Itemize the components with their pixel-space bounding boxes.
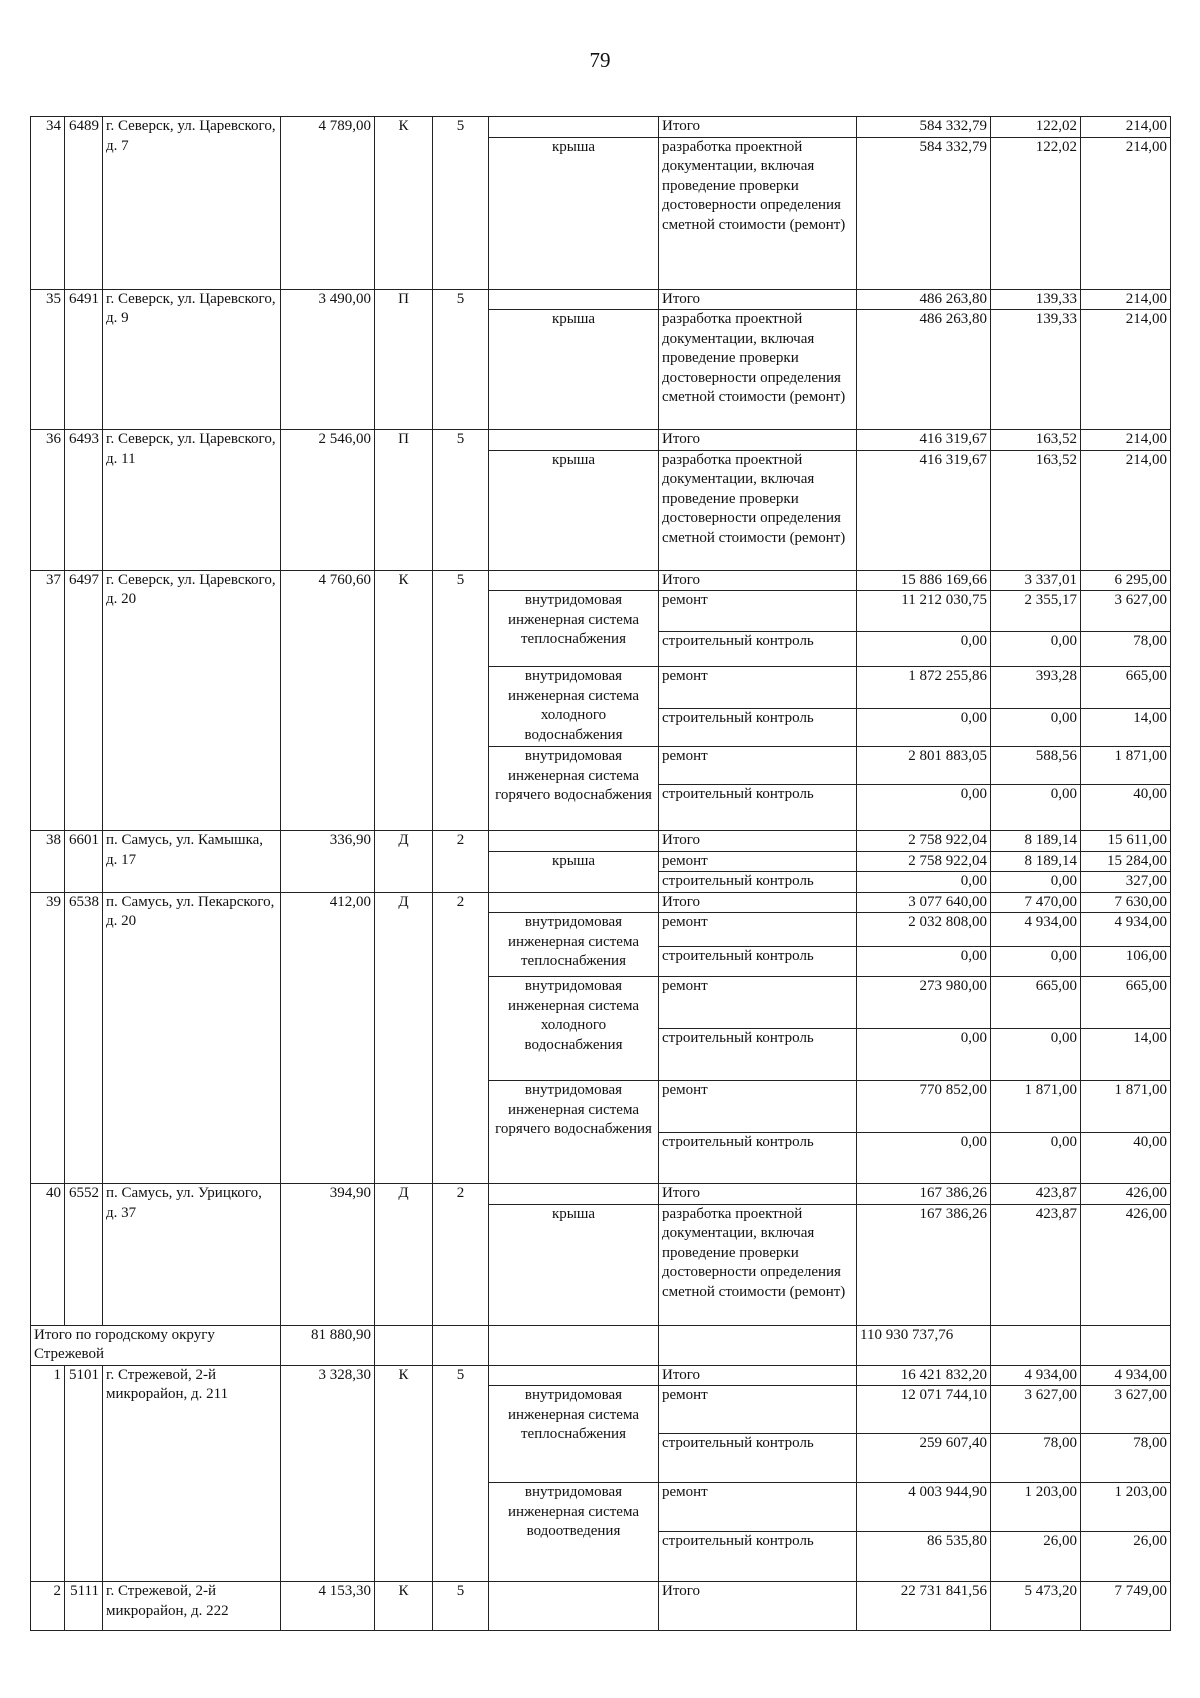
empty-cell (1081, 1325, 1171, 1365)
empty-cell (375, 1325, 433, 1365)
cost: 2 801 883,05 (857, 747, 991, 785)
total-max-cost: 214,00 (1081, 117, 1171, 138)
max-cost: 14,00 (1081, 709, 1171, 747)
summary-row (31, 1325, 1171, 1365)
empty-cell (991, 1325, 1081, 1365)
unit-cost: 0,00 (991, 709, 1081, 747)
address: г. Северск, ул. Царевского, д. 20 (103, 570, 281, 831)
work-type: ремонт (659, 913, 857, 947)
element (489, 570, 659, 591)
total-label: Итого (659, 117, 857, 138)
total-unit-cost: 7 470,00 (991, 892, 1081, 913)
element: внутридомовая инженерная система горячего водоснабжения (489, 1081, 659, 1184)
address: п. Самусь, ул. Камышка, д. 17 (103, 831, 281, 893)
work-type: строительный контроль (659, 1532, 857, 1582)
work-type: строительный контроль (659, 947, 857, 977)
floors: 2 (433, 1184, 489, 1326)
max-cost: 40,00 (1081, 1133, 1171, 1184)
area: 336,90 (281, 831, 375, 893)
unit-cost: 2 355,17 (991, 591, 1081, 632)
cost: 0,00 (857, 872, 991, 893)
total-cost: 416 319,67 (857, 430, 991, 451)
cost: 486 263,80 (857, 310, 991, 430)
summary-cost: 110 930 737,76 (857, 1325, 991, 1365)
cost: 11 212 030,75 (857, 591, 991, 632)
total-cost: 22 731 841,56 (857, 1582, 991, 1631)
element (489, 1582, 659, 1631)
element: внутридомовая инженерная система холодного водоснабжения (489, 977, 659, 1081)
work-type: ремонт (659, 591, 857, 632)
element: внутридомовая инженерная система теплоснабжения (489, 591, 659, 667)
building-type: К (375, 117, 433, 290)
building-type: Д (375, 892, 433, 1184)
element: крыша (489, 137, 659, 289)
unit-cost: 1 871,00 (991, 1081, 1081, 1133)
total-unit-cost: 163,52 (991, 430, 1081, 451)
area: 3 490,00 (281, 289, 375, 430)
summary-area: 81 880,90 (281, 1325, 375, 1365)
total-unit-cost: 4 934,00 (991, 1365, 1081, 1386)
row-number: 2 (31, 1582, 65, 1631)
element (489, 117, 659, 138)
total-cost: 16 421 832,20 (857, 1365, 991, 1386)
cost: 416 319,67 (857, 450, 991, 570)
total-label: Итого (659, 1582, 857, 1631)
total-label: Итого (659, 1365, 857, 1386)
unit-cost: 588,56 (991, 747, 1081, 785)
address: п. Самусь, ул. Урицкого, д. 37 (103, 1184, 281, 1326)
total-unit-cost: 122,02 (991, 117, 1081, 138)
max-cost: 426,00 (1081, 1204, 1171, 1325)
work-type: строительный контроль (659, 1434, 857, 1483)
max-cost: 40,00 (1081, 785, 1171, 831)
max-cost: 78,00 (1081, 1434, 1171, 1483)
total-unit-cost: 8 189,14 (991, 831, 1081, 852)
total-max-cost: 7 630,00 (1081, 892, 1171, 913)
row-number: 40 (31, 1184, 65, 1326)
work-type: строительный контроль (659, 709, 857, 747)
total-cost: 167 386,26 (857, 1184, 991, 1205)
cost: 0,00 (857, 785, 991, 831)
max-cost: 26,00 (1081, 1532, 1171, 1582)
building-type: К (375, 1582, 433, 1631)
total-label: Итого (659, 570, 857, 591)
cost: 584 332,79 (857, 137, 991, 289)
unit-cost: 423,87 (991, 1204, 1081, 1325)
total-max-cost: 426,00 (1081, 1184, 1171, 1205)
cost: 259 607,40 (857, 1434, 991, 1483)
cost: 273 980,00 (857, 977, 991, 1029)
max-cost: 15 284,00 (1081, 851, 1171, 872)
house-code: 6552 (65, 1184, 103, 1326)
max-cost: 327,00 (1081, 872, 1171, 893)
total-max-cost: 7 749,00 (1081, 1582, 1171, 1631)
work-type: разработка проектной документации, включая проведение проверки достоверности определения сметной стоимости (ремонт) (659, 450, 857, 570)
building-type: П (375, 430, 433, 571)
cost: 0,00 (857, 947, 991, 977)
unit-cost: 0,00 (991, 872, 1081, 893)
work-type: ремонт (659, 851, 857, 872)
unit-cost: 0,00 (991, 785, 1081, 831)
address: г. Стрежевой, 2-й микрорайон, д. 222 (103, 1582, 281, 1631)
work-type: ремонт (659, 1483, 857, 1532)
area: 394,90 (281, 1184, 375, 1326)
house-code: 6497 (65, 570, 103, 831)
work-type: ремонт (659, 667, 857, 709)
element (489, 1184, 659, 1205)
work-type: разработка проектной документации, включая проведение проверки достоверности определения сметной стоимости (ремонт) (659, 137, 857, 289)
floors: 2 (433, 831, 489, 893)
floors: 5 (433, 570, 489, 831)
house-code: 6601 (65, 831, 103, 893)
building-type: К (375, 570, 433, 831)
total-unit-cost: 3 337,01 (991, 570, 1081, 591)
element (489, 289, 659, 310)
unit-cost: 8 189,14 (991, 851, 1081, 872)
empty-cell (489, 1325, 659, 1365)
area: 412,00 (281, 892, 375, 1184)
work-type: строительный контроль (659, 1133, 857, 1184)
row-number: 1 (31, 1365, 65, 1582)
unit-cost: 122,02 (991, 137, 1081, 289)
area: 2 546,00 (281, 430, 375, 571)
area: 4 789,00 (281, 117, 375, 290)
total-cost: 584 332,79 (857, 117, 991, 138)
house-code: 6491 (65, 289, 103, 430)
work-type: разработка проектной документации, включая проведение проверки достоверности определения сметной стоимости (ремонт) (659, 310, 857, 430)
row-number: 35 (31, 289, 65, 430)
capital-repair-table (30, 116, 1171, 1631)
table-row (31, 289, 1171, 310)
address: г. Северск, ул. Царевского, д. 9 (103, 289, 281, 430)
max-cost: 14,00 (1081, 1029, 1171, 1081)
unit-cost: 0,00 (991, 632, 1081, 667)
max-cost: 3 627,00 (1081, 1386, 1171, 1434)
unit-cost: 0,00 (991, 1133, 1081, 1184)
total-cost: 2 758 922,04 (857, 831, 991, 852)
unit-cost: 139,33 (991, 310, 1081, 430)
cost: 0,00 (857, 1133, 991, 1184)
max-cost: 1 871,00 (1081, 1081, 1171, 1133)
table-row (31, 892, 1171, 913)
total-label: Итого (659, 831, 857, 852)
house-code: 6489 (65, 117, 103, 290)
total-label: Итого (659, 892, 857, 913)
cost: 0,00 (857, 632, 991, 667)
row-number: 34 (31, 117, 65, 290)
page-number: 79 (589, 48, 611, 72)
total-label: Итого (659, 1184, 857, 1205)
table-row (31, 831, 1171, 852)
floors: 2 (433, 892, 489, 1184)
max-cost: 78,00 (1081, 632, 1171, 667)
total-label: Итого (659, 289, 857, 310)
total-max-cost: 214,00 (1081, 289, 1171, 310)
total-unit-cost: 139,33 (991, 289, 1081, 310)
element: внутридомовая инженерная система горячего водоснабжения (489, 747, 659, 831)
total-max-cost: 4 934,00 (1081, 1365, 1171, 1386)
total-unit-cost: 5 473,20 (991, 1582, 1081, 1631)
element: крыша (489, 1204, 659, 1325)
max-cost: 665,00 (1081, 977, 1171, 1029)
work-type: строительный контроль (659, 632, 857, 667)
address: г. Стрежевой, 2-й микрорайон, д. 211 (103, 1365, 281, 1582)
table-row (31, 430, 1171, 451)
cost: 0,00 (857, 1029, 991, 1081)
total-max-cost: 6 295,00 (1081, 570, 1171, 591)
row-number: 37 (31, 570, 65, 831)
house-code: 5111 (65, 1582, 103, 1631)
address: г. Северск, ул. Царевского, д. 7 (103, 117, 281, 290)
area: 4 153,30 (281, 1582, 375, 1631)
total-max-cost: 214,00 (1081, 430, 1171, 451)
element: внутридомовая инженерная система теплоснабжения (489, 913, 659, 977)
element: крыша (489, 450, 659, 570)
max-cost: 1 871,00 (1081, 747, 1171, 785)
element (489, 1365, 659, 1386)
building-type: К (375, 1365, 433, 1582)
floors: 5 (433, 1365, 489, 1582)
row-number: 39 (31, 892, 65, 1184)
table-row (31, 1582, 1171, 1631)
element: внутридомовая инженерная система водоотведения (489, 1483, 659, 1582)
house-code: 6538 (65, 892, 103, 1184)
work-type: строительный контроль (659, 872, 857, 893)
cost: 2 758 922,04 (857, 851, 991, 872)
area: 3 328,30 (281, 1365, 375, 1582)
floors: 5 (433, 1582, 489, 1631)
work-type: ремонт (659, 747, 857, 785)
unit-cost: 78,00 (991, 1434, 1081, 1483)
total-cost: 15 886 169,66 (857, 570, 991, 591)
max-cost: 214,00 (1081, 310, 1171, 430)
total-label: Итого (659, 430, 857, 451)
house-code: 5101 (65, 1365, 103, 1582)
unit-cost: 3 627,00 (991, 1386, 1081, 1434)
work-type: разработка проектной документации, включая проведение проверки достоверности определения сметной стоимости (ремонт) (659, 1204, 857, 1325)
unit-cost: 0,00 (991, 1029, 1081, 1081)
address: п. Самусь, ул. Пекарского, д. 20 (103, 892, 281, 1184)
row-number: 36 (31, 430, 65, 571)
unit-cost: 0,00 (991, 947, 1081, 977)
unit-cost: 665,00 (991, 977, 1081, 1029)
cost: 0,00 (857, 709, 991, 747)
max-cost: 665,00 (1081, 667, 1171, 709)
total-unit-cost: 423,87 (991, 1184, 1081, 1205)
building-type: Д (375, 831, 433, 893)
table-row (31, 1184, 1171, 1205)
total-cost: 486 263,80 (857, 289, 991, 310)
max-cost: 3 627,00 (1081, 591, 1171, 632)
cost: 4 003 944,90 (857, 1483, 991, 1532)
element: крыша (489, 310, 659, 430)
floors: 5 (433, 289, 489, 430)
row-number: 38 (31, 831, 65, 893)
max-cost: 1 203,00 (1081, 1483, 1171, 1532)
max-cost: 106,00 (1081, 947, 1171, 977)
cost: 167 386,26 (857, 1204, 991, 1325)
address: г. Северск, ул. Царевского, д. 11 (103, 430, 281, 571)
cost: 2 032 808,00 (857, 913, 991, 947)
work-type: строительный контроль (659, 785, 857, 831)
unit-cost: 1 203,00 (991, 1483, 1081, 1532)
cost: 1 872 255,86 (857, 667, 991, 709)
element (489, 831, 659, 852)
table-row (31, 570, 1171, 591)
element: внутридомовая инженерная система холодного водоснабжения (489, 667, 659, 747)
summary-label: Итого по городскому округу Стрежевой (31, 1325, 281, 1365)
area: 4 760,60 (281, 570, 375, 831)
unit-cost: 4 934,00 (991, 913, 1081, 947)
max-cost: 214,00 (1081, 450, 1171, 570)
house-code: 6493 (65, 430, 103, 571)
work-type: ремонт (659, 1386, 857, 1434)
unit-cost: 393,28 (991, 667, 1081, 709)
max-cost: 4 934,00 (1081, 913, 1171, 947)
building-type: П (375, 289, 433, 430)
max-cost: 214,00 (1081, 137, 1171, 289)
table-row (31, 117, 1171, 138)
unit-cost: 163,52 (991, 450, 1081, 570)
empty-cell (659, 1325, 857, 1365)
cost: 770 852,00 (857, 1081, 991, 1133)
element (489, 430, 659, 451)
empty-cell (433, 1325, 489, 1365)
table-row (31, 1365, 1171, 1386)
total-max-cost: 15 611,00 (1081, 831, 1171, 852)
cost: 12 071 744,10 (857, 1386, 991, 1434)
cost: 86 535,80 (857, 1532, 991, 1582)
element (489, 892, 659, 913)
floors: 5 (433, 430, 489, 571)
floors: 5 (433, 117, 489, 290)
element: крыша (489, 851, 659, 892)
total-cost: 3 077 640,00 (857, 892, 991, 913)
work-type: ремонт (659, 977, 857, 1029)
unit-cost: 26,00 (991, 1532, 1081, 1582)
work-type: строительный контроль (659, 1029, 857, 1081)
work-type: ремонт (659, 1081, 857, 1133)
element: внутридомовая инженерная система теплоснабжения (489, 1386, 659, 1483)
building-type: Д (375, 1184, 433, 1326)
